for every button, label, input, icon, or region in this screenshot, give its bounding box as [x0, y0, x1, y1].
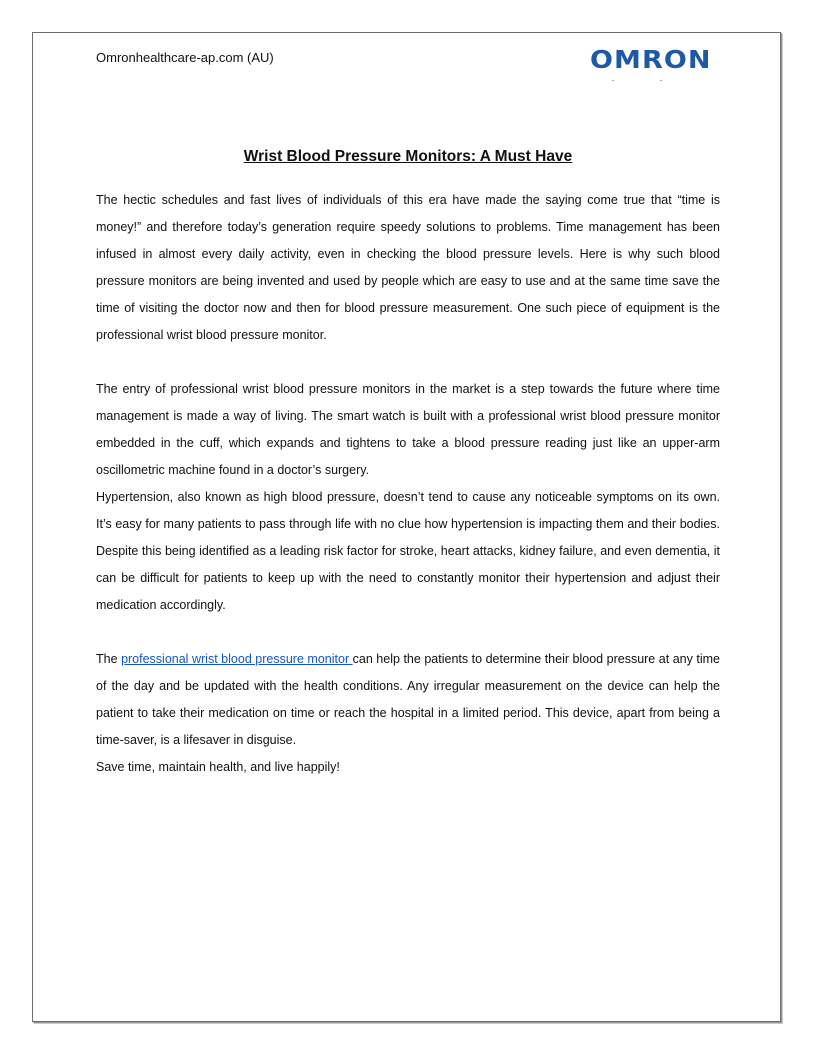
logo-text: OMRON — [590, 45, 712, 74]
paragraph-device — [96, 646, 720, 754]
logo-dots — [612, 80, 662, 82]
paragraph-hypertension: Hypertension, also known as high blood pressure, doesn’t tend to cause any noticeable symptoms on its own. It’s easy for many patients to pass through life with no clue how hypertension is impacting them and their bodies. Despite this being identified as a leading risk factor for stroke, heart attacks, kidney failure, and even dementia, it can be difficult for patients to keep up with the need to constantly monitor their hypertension and adjust their medication accordingly. — [96, 490, 720, 612]
paragraph-device-prefix: The — [96, 652, 122, 666]
article-body — [96, 187, 720, 781]
paragraph-intro: The hectic schedules and fast lives of individuals of this era have made the saying come true that “time is money!” and therefore today’s generation require speedy solutions to problems. Time management has been infused in almost every daily activity, even in checking the blood pressure levels. Here is why such blood pressure monitors are being invented and used by people which are easy to use and at the same time save the time of visiting the doctor now and then for blood pressure measurement. One such piece of equipment is the professional wrist blood pressure monitor. — [96, 193, 720, 342]
omron-logo — [590, 46, 710, 86]
paragraph-entry: The entry of professional wrist blood pressure monitors in the market is a step towards the future where time management is made a way of living. The smart watch is built with a professional wrist blood pressure monitor embedded in the cuff, which expands and tightens to take a blood pressure reading just like an upper-arm oscillometric machine found in a doctor’s surgery. — [96, 382, 720, 477]
paragraph-gap — [96, 619, 720, 646]
paragraph-device-rest: can help the patients to determine their blood pressure at any time of the day and be updated with the health conditions. Any irregular measurement on the device can help the patient to take their medication on time or reach the hospital in a limited period. This device, apart from being a time-saver, is a lifesaver in disguise. — [96, 652, 720, 747]
header-site-name: Omronhealthcare-ap.com (AU) — [96, 50, 274, 65]
article-title: Wrist Blood Pressure Monitors: A Must Have — [243, 148, 573, 165]
product-link[interactable]: professional wrist blood pressure monitor — [121, 652, 353, 666]
paragraph-gap — [96, 349, 720, 376]
paragraph-closing: Save time, maintain health, and live happily! — [96, 760, 340, 774]
